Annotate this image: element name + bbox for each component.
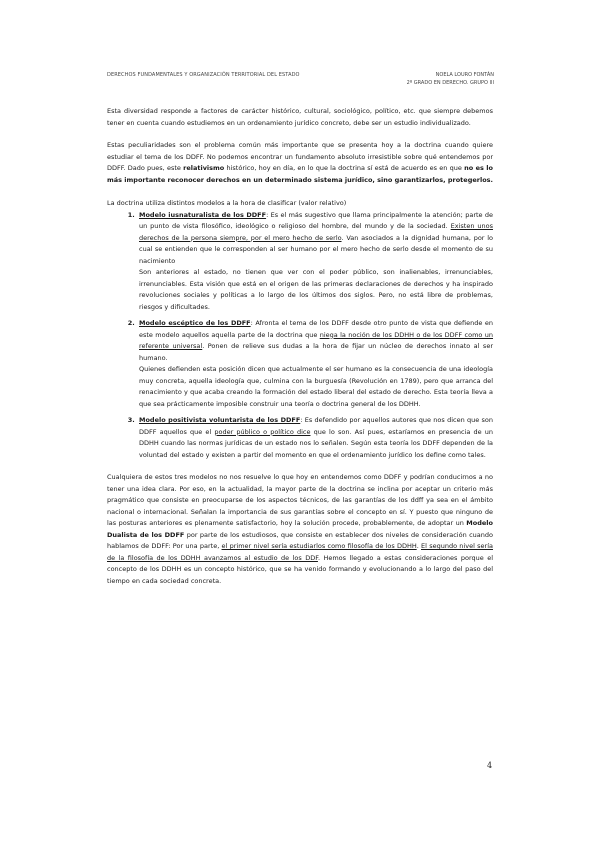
- underlined-text: niega la noción de los DDHH o de los DDFF como un referente universal: [139, 330, 493, 350]
- list-item-esceptico: [137, 318, 493, 410]
- list-text: : Afronta el tema de los DDFF desde otro punto de vista que defiende en este modelo aquellos aquella parte de la doctrina que: [139, 319, 493, 339]
- list-text: que lo son. Así pues, estaríamos en presencia de un DDHH cuando las normas jurídicas de un estado nos lo señalen. Según esta teoría los DDFF dependen de la voluntad del estado y existen a partir del momento en que el ordenamiento jurídico los define como tales.: [139, 427, 493, 459]
- model-title: Modelo iusnaturalista de los DDFF: [139, 210, 267, 219]
- models-list: [107, 210, 493, 462]
- list-item-positivista: [137, 415, 493, 461]
- model-title: Modelo positivista voluntarista de los DDFF: [139, 416, 301, 424]
- underlined-text: poder público o político dice: [214, 427, 311, 436]
- header-group: 2º GRADO EN DERECHO. GRUPO III: [406, 79, 494, 86]
- header-author: NOELA LOURO FONTÁN: [435, 72, 494, 78]
- paragraph-text: por parte de los estudiosos, que consiste en establecer dos niveles de consideración cuando hablamos de DDFF: Por una parte,: [107, 530, 494, 550]
- paragraph-text: . Hemos llegado a estas consideraciones porque el concepto de los DDHH es un concepto histórico, que se ha venido formando y evolucionando a lo largo del paso del tiempo en cada sociedad concreta.: [107, 553, 493, 585]
- list-item-main: [139, 415, 493, 461]
- list-text: . Van asociados a la dignidad humana, por lo cual se entienden que le corresponden al ser humano por el mero hecho de serlo desde el momento de su nacimiento: [139, 233, 493, 265]
- paragraph-dualist-model: [107, 472, 493, 587]
- document-body: [107, 106, 493, 587]
- paragraph-text: histórico, hoy en día, en lo que la doctrina sí está de acuerdo es en que: [224, 164, 465, 172]
- underlined-text: El segundo nivel sería de la filosofía de los DDHH avanzamos al estudio de los DDF: [107, 542, 493, 562]
- paragraph-text: .: [416, 542, 422, 550]
- header-author-block: [407, 72, 494, 87]
- list-item-main: [139, 210, 493, 268]
- paragraph-text: Estas peculiaridades son el problema común más importante que se presenta hoy a la doctrina cuando quiere estudiar el tema de los DDFF. No podemos encontrar un fundamento absoluto irresistible sobre qué entendemos por DDFF. Dado pues, este: [107, 141, 493, 172]
- list-text: : Es defendido por aquellos autores que nos dicen que son DDFF aquellos que el: [139, 416, 493, 436]
- paragraph-peculiarities: [107, 140, 493, 186]
- model-title: Modelo escéptico de los DDFF: [139, 319, 251, 327]
- list-text: : Es el más sugestivo que llama principalmente la atención; parte de un punto de vista filosófico, ideológico o religioso del hombre, del mundo y de la sociedad.: [139, 210, 494, 230]
- underlined-text: el primer nivel sería estudiarlos como filosofía de los DDHH: [221, 542, 417, 550]
- list-item-iusnaturalista: [137, 210, 493, 314]
- paragraph-diversity: Esta diversidad responde a factores de carácter histórico, cultural, sociológico, político, etc. que siempre debemos tener en cuenta cuando estudiemos en un ordenamiento jurídico concreto, debe ser un estudio individualizado.: [107, 107, 493, 127]
- underlined-text: Existen unos derechos de la persona siempre, por el mero hecho de serlo: [139, 222, 493, 242]
- bold-key-statement: no es lo más importante reconocer derechos en un determinado sistema jurídico, sino garantizarlos, protegerlos.: [107, 164, 493, 184]
- bold-term-relativismo: relativismo: [183, 164, 225, 172]
- paragraph-models-intro: La doctrina utiliza distintos modelos a la hora de clasificar (valor relativo): [107, 199, 347, 207]
- page-number: 4: [487, 761, 493, 770]
- paragraph-text: Cualquiera de estos tres modelos no nos resuelve lo que hoy en entendemos como DDFF y podrían conducirnos a no tener una idea clara. Por eso, en la actualidad, la mayor parte de la doctrina se inclina por aceptar un criterio más pragmático que consiste en preocuparse de los aspectos técnicos, de las garantías de los ddff ya sea en el ámbito nacional o internacional. Señalan la importancia de sus garantías sobre el concepto en sí. Y puesto que ninguno de las posturas anteriores es plenamente satisfactorio, hoy la solución procede, probablemente, de adoptar un: [107, 473, 493, 527]
- list-item-main: [139, 318, 493, 364]
- header-course-title: DERECHOS FUNDAMENTALES Y ORGANIZACIÓN TERRITORIAL DEL ESTADO: [107, 72, 300, 78]
- list-item-sub: Son anteriores al estado, no tienen que ver con el poder público, son inalienables, irrenunciables, irrenunciables. Esta visión que está en el origen de las primeras declaraciones de derechos y ha inspirado revoluciones sociales y políticas a lo largo de los últimos dos siglos. Pero, no está libre de problemas, riesgos y dificultades.: [139, 268, 493, 311]
- bold-term-dualist: Modelo Dualista de los DDFF: [107, 519, 493, 539]
- list-text: . Ponen de relieve sus dudas a la hora de fijar un núcleo de derechos innato al ser humano.: [139, 342, 493, 362]
- list-item-sub: Quienes defienden esta posición dicen que actualmente el ser humano es la consecuencia de una ideología muy concreta, aquella ideología que, culmina con la burguesía (Revolución en 1789), pero que arranca del renacimiento y que acaba creando la formación del estado liberal del estado de derecho. Esta teoría lleva a que sea prácticamente imposible construir una teoría o doctrina general de los DDHH.: [139, 365, 493, 408]
